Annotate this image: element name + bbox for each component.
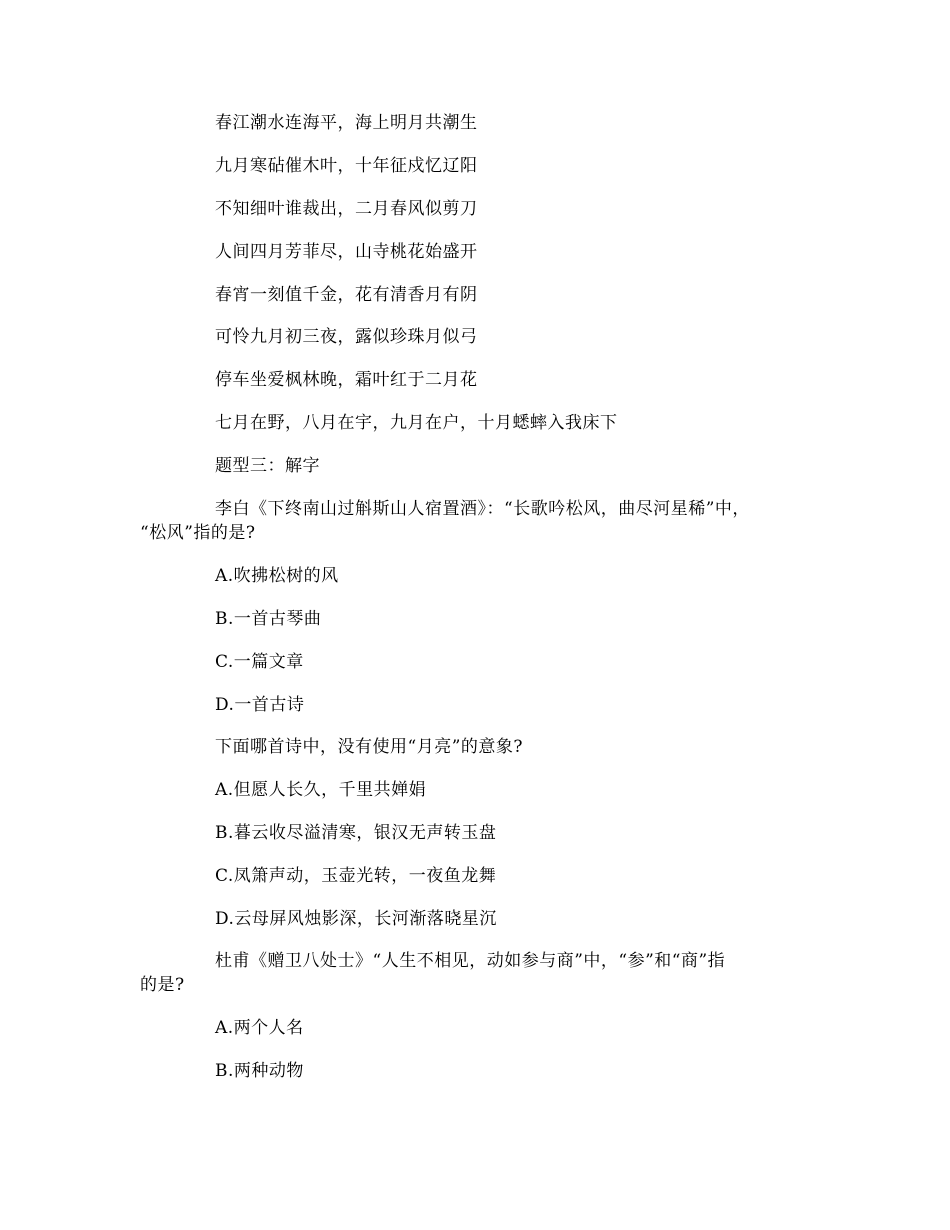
question-2-option-b: B.暮云收尽溢清寒，银汉无声转玉盘 <box>215 823 497 843</box>
question-1-stem-continued: “松风”指的是? <box>140 523 256 543</box>
question-3-stem-continued: 的是? <box>140 975 185 995</box>
poem-line: 春宵一刻值千金，花有清香月有阴 <box>215 285 478 305</box>
question-2-stem: 下面哪首诗中，没有使用“月亮”的意象? <box>215 737 523 757</box>
poem-line: 停车坐爱枫林晚，霜叶红于二月花 <box>215 370 478 390</box>
poem-line: 不知细叶谁裁出，二月春风似剪刀 <box>215 199 478 219</box>
question-3-option-b: B.两种动物 <box>215 1061 304 1081</box>
question-3-stem: 杜甫《赠卫八处士》“人生不相见，动如参与商”中，“参”和“商”指 <box>215 951 726 971</box>
question-1-option-a: A.吹拂松树的风 <box>215 566 339 586</box>
question-2-option-a: A.但愿人长久，千里共婵娟 <box>215 780 427 800</box>
question-1-option-c: C.一篇文章 <box>215 652 304 672</box>
question-1-option-b: B.一首古琴曲 <box>215 609 322 629</box>
poem-line: 九月寒砧催木叶，十年征戍忆辽阳 <box>215 156 478 176</box>
poem-line: 春江潮水连海平，海上明月共潮生 <box>215 113 478 133</box>
question-1-stem: 李白《下终南山过斛斯山人宿置酒》：“长歌吟松风，曲尽河星稀”中， <box>215 499 750 519</box>
poem-line: 可怜九月初三夜，露似珍珠月似弓 <box>215 327 478 347</box>
question-2-option-c: C.凤箫声动，玉壶光转，一夜鱼龙舞 <box>215 866 497 886</box>
question-3-option-a: A.两个人名 <box>215 1018 304 1038</box>
question-1-option-d: D.一首古诗 <box>215 695 305 715</box>
poem-line: 七月在野，八月在宇，九月在户，十月蟋蟀入我床下 <box>215 413 618 433</box>
poem-line: 人间四月芳菲尽，山寺桃花始盛开 <box>215 242 478 262</box>
question-2-option-d: D.云母屏风烛影深，长河渐落晓星沉 <box>215 909 497 929</box>
section-title: 题型三：解字 <box>215 456 320 476</box>
